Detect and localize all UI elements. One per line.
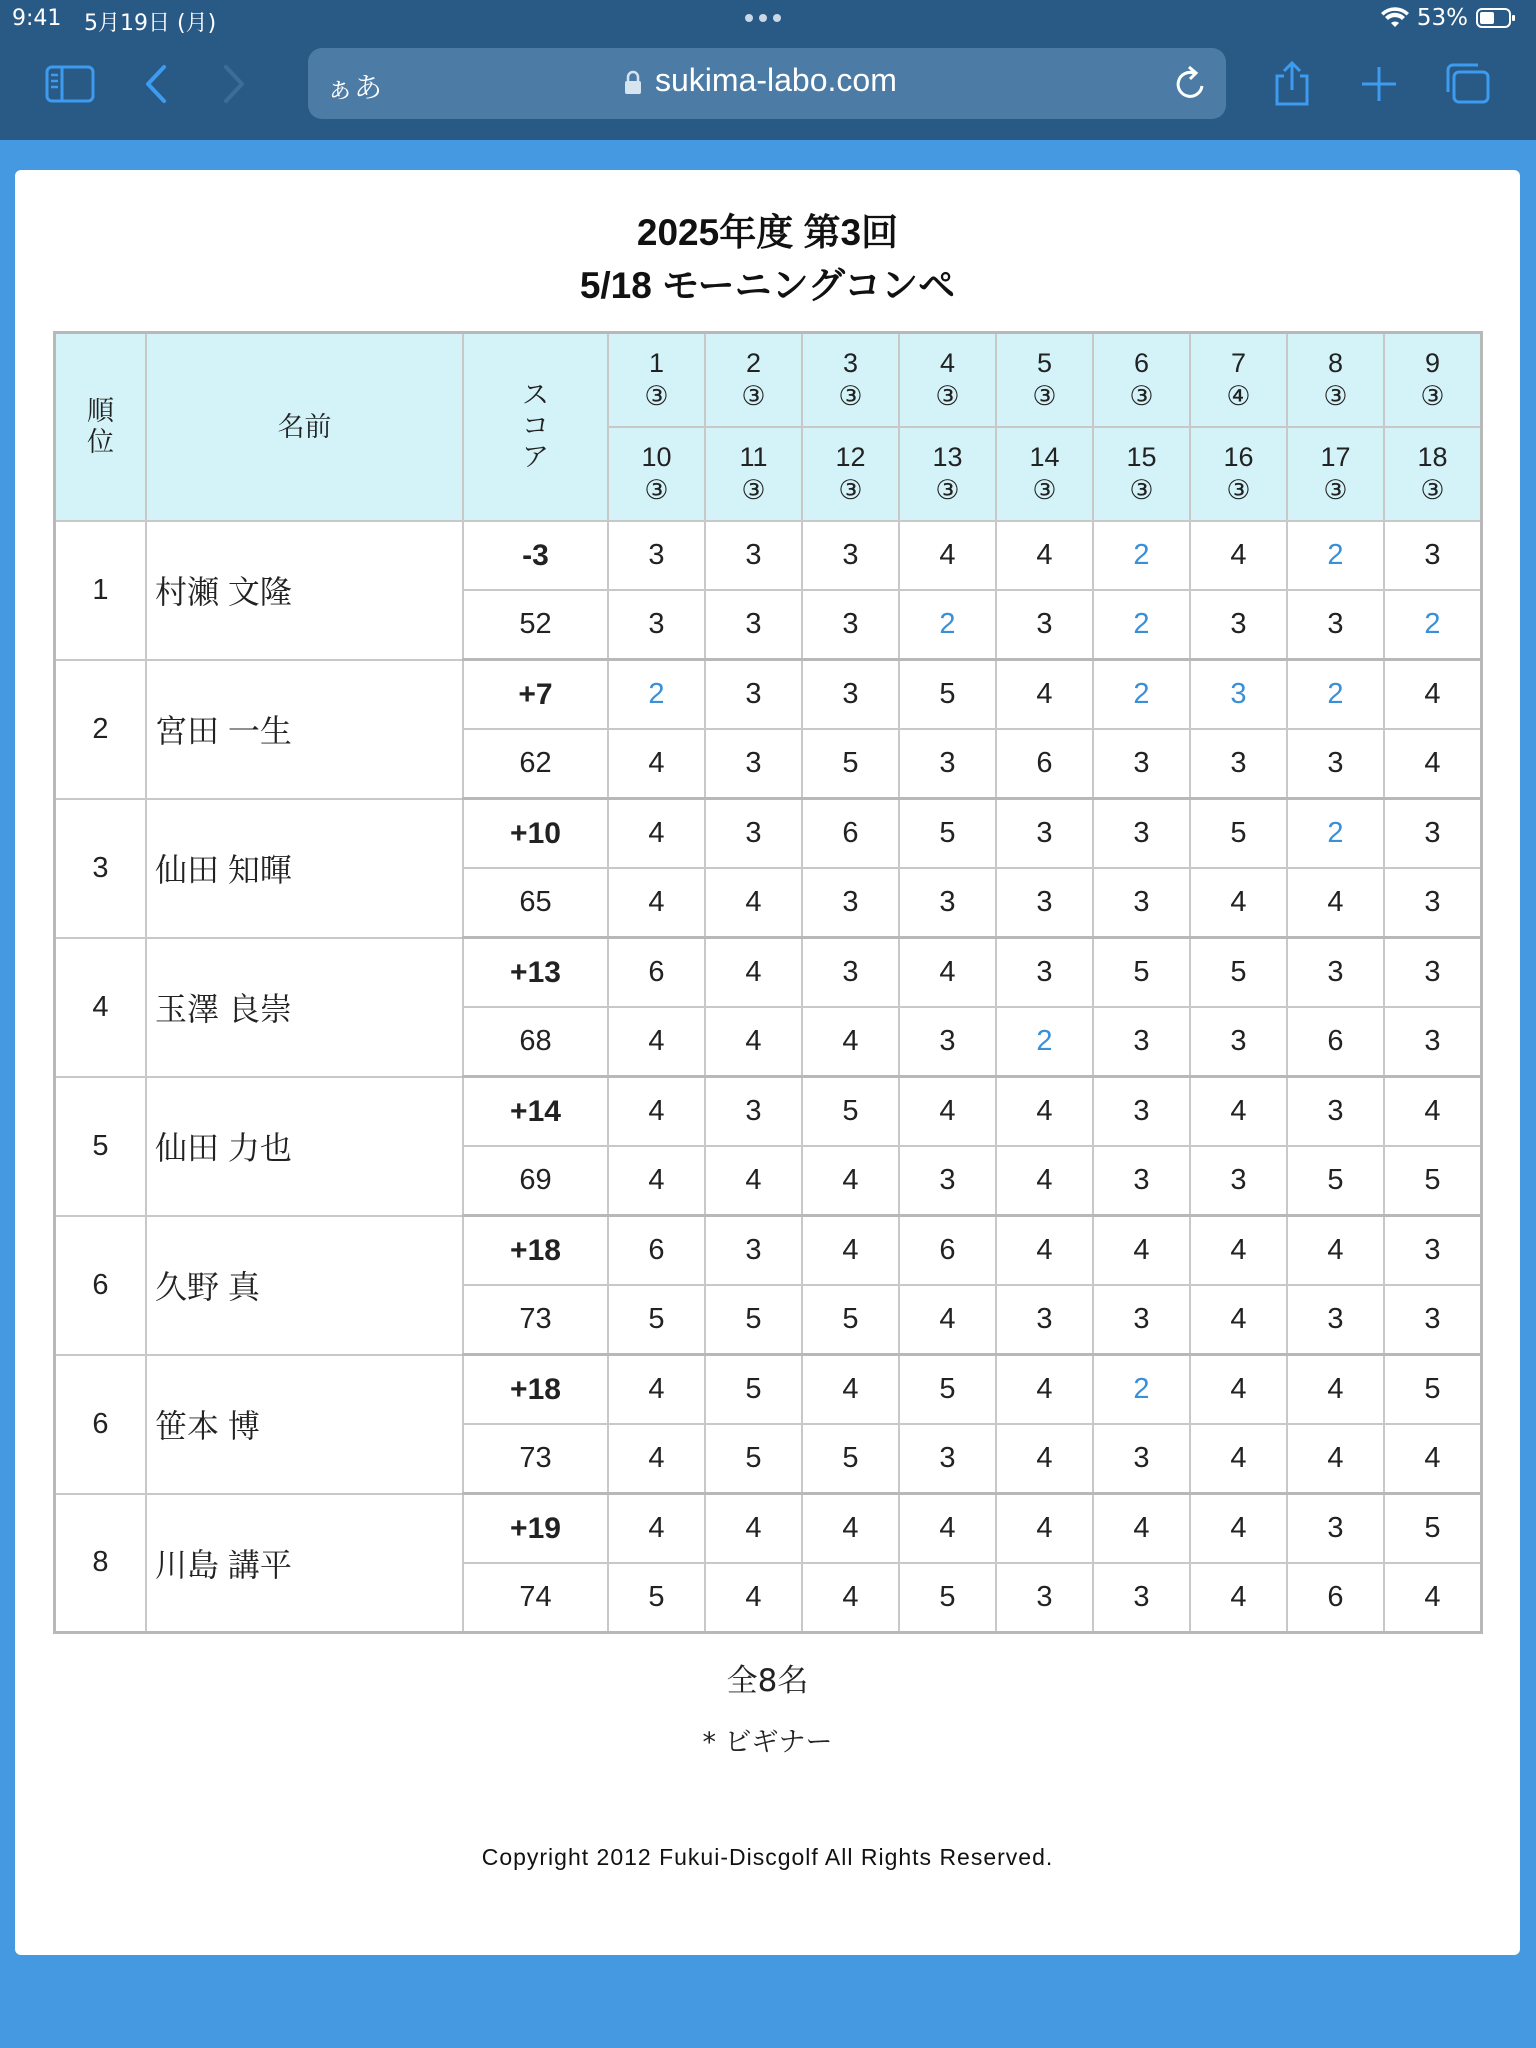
hole-score: 4 (899, 1285, 996, 1355)
to-par-score: -3 (463, 521, 608, 590)
hole-score: 4 (608, 1077, 705, 1147)
hole-score: 3 (1384, 799, 1482, 869)
page-title (15, 206, 1520, 312)
hole-score: 3 (802, 868, 899, 938)
hole-score: 3 (705, 590, 802, 660)
hole-score: 4 (899, 521, 996, 590)
header-hole-8: 8 ③ (1287, 333, 1384, 428)
text-size-button[interactable]: ぁあ (326, 71, 383, 104)
total-strokes: 68 (463, 1007, 608, 1077)
to-par-score: +7 (463, 660, 608, 730)
hole-score: 3 (1384, 1216, 1482, 1286)
lock-icon (623, 70, 643, 100)
to-par-score: +19 (463, 1494, 608, 1564)
hole-score: 5 (899, 799, 996, 869)
hole-score: 3 (1093, 868, 1190, 938)
hole-score: 4 (608, 1494, 705, 1564)
header-hole-14: 14 ③ (996, 427, 1093, 521)
hole-score: 3 (1384, 868, 1482, 938)
hole-score: 4 (996, 660, 1093, 730)
player-rank: 2 (55, 660, 147, 799)
hole-score: 4 (608, 1146, 705, 1216)
total-strokes: 69 (463, 1146, 608, 1216)
hole-score: 5 (899, 1355, 996, 1425)
hole-score: 4 (802, 1146, 899, 1216)
hole-score: 3 (1384, 521, 1482, 590)
hole-score: 4 (802, 1216, 899, 1286)
hole-score: 3 (1287, 1077, 1384, 1147)
to-par-score: +13 (463, 938, 608, 1008)
header-hole-17: 17 ③ (1287, 427, 1384, 521)
total-strokes: 52 (463, 590, 608, 660)
hole-score: 3 (1093, 729, 1190, 799)
header-hole-5: 5 ③ (996, 333, 1093, 428)
hole-score: 3 (1384, 1285, 1482, 1355)
hole-score: 5 (802, 729, 899, 799)
hole-score: 3 (1190, 660, 1287, 730)
hole-score: 4 (996, 521, 1093, 590)
hole-score: 4 (802, 1563, 899, 1633)
hole-score: 3 (1093, 1563, 1190, 1633)
player-name: 村瀬 文隆 (146, 521, 463, 660)
sidebar-icon[interactable] (42, 56, 98, 112)
hole-score: 4 (1190, 1216, 1287, 1286)
hole-score: 3 (1287, 1494, 1384, 1564)
hole-score: 4 (705, 1494, 802, 1564)
address-bar[interactable] (308, 48, 1226, 119)
hole-score: 4 (802, 1007, 899, 1077)
player-rank: 4 (55, 938, 147, 1077)
hole-score: 3 (1287, 1285, 1384, 1355)
hole-score: 5 (802, 1077, 899, 1147)
header-hole-4: 4 ③ (899, 333, 996, 428)
hole-score: 3 (1093, 1285, 1190, 1355)
hole-score: 4 (1190, 521, 1287, 590)
battery-icon (1476, 7, 1516, 29)
hole-score: 4 (996, 1424, 1093, 1494)
hole-score: 5 (802, 1285, 899, 1355)
hole-score: 5 (608, 1563, 705, 1633)
to-par-score: +18 (463, 1355, 608, 1425)
hole-score: 4 (1093, 1216, 1190, 1286)
player-name: 笹本 博 (146, 1355, 463, 1494)
hole-score: 2 (1287, 799, 1384, 869)
header-hole-3: 3 ③ (802, 333, 899, 428)
hole-score: 4 (1190, 1285, 1287, 1355)
player-count: 全8名 (726, 1663, 809, 1699)
hole-score: 3 (802, 660, 899, 730)
hole-score: 4 (996, 1494, 1093, 1564)
hole-score: 3 (608, 521, 705, 590)
hole-score: 4 (996, 1146, 1093, 1216)
hole-score: 5 (1384, 1355, 1482, 1425)
hole-score: 4 (1384, 1563, 1482, 1633)
hole-score: 3 (705, 1077, 802, 1147)
player-rank: 6 (55, 1355, 147, 1494)
table-row (55, 1216, 1482, 1286)
hole-score: 4 (608, 1355, 705, 1425)
total-strokes: 62 (463, 729, 608, 799)
hole-score: 5 (705, 1355, 802, 1425)
player-name: 仙田 知暉 (146, 799, 463, 938)
hole-score: 3 (996, 1285, 1093, 1355)
hole-score: 4 (1384, 1424, 1482, 1494)
hole-score: 3 (1384, 1007, 1482, 1077)
header-hole-16: 16 ③ (1190, 427, 1287, 521)
hole-score: 4 (1384, 729, 1482, 799)
hole-score: 4 (1287, 1355, 1384, 1425)
header-rank: 順位 (55, 333, 147, 522)
hole-score: 5 (705, 1285, 802, 1355)
hole-score: 4 (802, 1355, 899, 1425)
hole-score: 4 (899, 1494, 996, 1564)
hole-score: 3 (705, 1216, 802, 1286)
hole-score: 3 (996, 799, 1093, 869)
hole-score: 4 (996, 1077, 1093, 1147)
table-row (55, 938, 1482, 1008)
hole-score: 3 (802, 938, 899, 1008)
hole-score: 3 (1190, 590, 1287, 660)
hole-score: 3 (899, 729, 996, 799)
hole-score: 3 (608, 590, 705, 660)
player-name: 仙田 力也 (146, 1077, 463, 1216)
hole-score: 6 (802, 799, 899, 869)
hole-score: 2 (1384, 590, 1482, 660)
player-rank: 6 (55, 1216, 147, 1355)
hole-score: 6 (996, 729, 1093, 799)
header-hole-9: 9 ③ (1384, 333, 1482, 428)
hole-score: 6 (1287, 1563, 1384, 1633)
header-hole-1: 1 ③ (608, 333, 705, 428)
hole-score: 4 (1384, 1077, 1482, 1147)
new-tab-icon[interactable] (1351, 56, 1407, 112)
hole-score: 5 (1384, 1494, 1482, 1564)
hole-score: 3 (705, 521, 802, 590)
status-date: 5月19日 (月) (84, 11, 217, 36)
header-hole-13: 13 ③ (899, 427, 996, 521)
table-row (55, 1494, 1482, 1564)
multitasking-dots-icon[interactable] (745, 14, 781, 22)
header-name: 名前 (146, 333, 463, 522)
hole-score: 3 (996, 590, 1093, 660)
hole-score: 2 (996, 1007, 1093, 1077)
to-par-score: +18 (463, 1216, 608, 1286)
hole-score: 2 (1093, 660, 1190, 730)
beginner-note: * ビギナー (702, 1727, 833, 1758)
hole-score: 2 (608, 660, 705, 730)
hole-score: 3 (899, 1146, 996, 1216)
total-strokes: 73 (463, 1424, 608, 1494)
hole-score: 5 (802, 1424, 899, 1494)
header-hole-15: 15 ③ (1093, 427, 1190, 521)
hole-score: 3 (1093, 799, 1190, 869)
hole-score: 6 (608, 938, 705, 1008)
table-row (55, 1355, 1482, 1425)
hole-score: 6 (608, 1216, 705, 1286)
hole-score: 4 (1093, 1494, 1190, 1564)
hole-score: 5 (1287, 1146, 1384, 1216)
score-table (53, 331, 1483, 1634)
hole-score: 4 (899, 1077, 996, 1147)
hole-score: 6 (1287, 1007, 1384, 1077)
share-icon[interactable] (1264, 56, 1320, 112)
hole-score: 3 (899, 1007, 996, 1077)
hole-score: 4 (608, 1424, 705, 1494)
hole-score: 5 (899, 660, 996, 730)
status-right (1381, 5, 1516, 31)
player-rank: 3 (55, 799, 147, 938)
hole-score: 2 (1093, 590, 1190, 660)
player-rank: 5 (55, 1077, 147, 1216)
hole-score: 5 (1190, 799, 1287, 869)
header-hole-11: 11 ③ (705, 427, 802, 521)
hole-score: 4 (1287, 1216, 1384, 1286)
hole-score: 4 (705, 1563, 802, 1633)
hole-score: 3 (1190, 729, 1287, 799)
header-hole-2: 2 ③ (705, 333, 802, 428)
tabs-overview-icon[interactable] (1440, 56, 1496, 112)
hole-score: 4 (1384, 660, 1482, 730)
hole-score: 3 (996, 1563, 1093, 1633)
hole-score: 6 (899, 1216, 996, 1286)
header-hole-10: 10 ③ (608, 427, 705, 521)
hole-score: 3 (1093, 1146, 1190, 1216)
hole-score: 5 (608, 1285, 705, 1355)
hole-score: 3 (705, 729, 802, 799)
hole-score: 3 (899, 868, 996, 938)
header-hole-7: 7 ④ (1190, 333, 1287, 428)
hole-score: 4 (705, 868, 802, 938)
reload-icon[interactable] (1172, 64, 1208, 106)
hole-score: 4 (608, 799, 705, 869)
player-name: 宮田 一生 (146, 660, 463, 799)
player-rank: 8 (55, 1494, 147, 1633)
hole-score: 5 (1093, 938, 1190, 1008)
hole-score: 3 (1287, 938, 1384, 1008)
content-card (15, 170, 1520, 1955)
hole-score: 4 (802, 1494, 899, 1564)
hole-score: 2 (1093, 521, 1190, 590)
hole-score: 4 (899, 938, 996, 1008)
table-row (55, 1077, 1482, 1147)
battery-percent: 53% (1416, 5, 1468, 31)
header-row-out (55, 333, 1482, 428)
table-row (55, 799, 1482, 869)
wifi-icon (1381, 7, 1409, 29)
hole-score: 2 (1287, 660, 1384, 730)
hole-score: 3 (1093, 1077, 1190, 1147)
hole-score: 3 (802, 590, 899, 660)
hole-score: 3 (1287, 590, 1384, 660)
title-line-2: 5/18 モーニングコンペ (579, 265, 956, 306)
hole-score: 2 (899, 590, 996, 660)
hole-score: 4 (1190, 1563, 1287, 1633)
hole-score: 4 (1190, 1494, 1287, 1564)
status-time: 9:41 (12, 6, 62, 31)
hole-score: 5 (899, 1563, 996, 1633)
header-hole-12: 12 ③ (802, 427, 899, 521)
hole-score: 3 (996, 938, 1093, 1008)
hole-score: 4 (1190, 1424, 1287, 1494)
hole-score: 4 (996, 1355, 1093, 1425)
hole-score: 3 (1093, 1424, 1190, 1494)
hole-score: 4 (705, 1007, 802, 1077)
hole-score: 3 (1190, 1146, 1287, 1216)
hole-score: 5 (1190, 938, 1287, 1008)
hole-score: 3 (899, 1424, 996, 1494)
total-strokes: 73 (463, 1285, 608, 1355)
total-strokes: 74 (463, 1563, 608, 1633)
hole-score: 4 (705, 938, 802, 1008)
hole-score: 3 (1190, 1007, 1287, 1077)
hole-score: 5 (705, 1424, 802, 1494)
table-row (55, 660, 1482, 730)
player-name: 川島 講平 (146, 1494, 463, 1633)
hole-score: 2 (1287, 521, 1384, 590)
browser-toolbar (0, 0, 1536, 140)
forward-icon[interactable] (206, 56, 262, 112)
table-row (55, 521, 1482, 590)
hole-score: 3 (1287, 729, 1384, 799)
player-name: 玉澤 良崇 (146, 938, 463, 1077)
hole-score: 4 (705, 1146, 802, 1216)
title-line-1: 2025年度 第3回 (636, 212, 899, 253)
hole-score: 4 (608, 1007, 705, 1077)
to-par-score: +10 (463, 799, 608, 869)
hole-score: 3 (996, 868, 1093, 938)
hole-score: 5 (1384, 1146, 1482, 1216)
hole-score: 4 (608, 729, 705, 799)
hole-score: 3 (1093, 1007, 1190, 1077)
header-hole-18: 18 ③ (1384, 427, 1482, 521)
hole-score: 4 (608, 868, 705, 938)
url-text[interactable]: sukima-labo.com (655, 62, 897, 98)
to-par-score: +14 (463, 1077, 608, 1147)
hole-score: 3 (1384, 938, 1482, 1008)
hole-score: 2 (1093, 1355, 1190, 1425)
hole-score: 3 (705, 799, 802, 869)
hole-score: 4 (1190, 868, 1287, 938)
header-hole-6: 6 ③ (1093, 333, 1190, 428)
player-rank: 1 (55, 521, 147, 660)
hole-score: 4 (1190, 1077, 1287, 1147)
hole-score: 4 (1287, 1424, 1384, 1494)
hole-score: 4 (1287, 868, 1384, 938)
hole-score: 3 (802, 521, 899, 590)
copyright: Copyright 2012 Fukui-Discgolf All Rights Reserved. (481, 1844, 1054, 1870)
hole-score: 4 (996, 1216, 1093, 1286)
hole-score: 4 (1190, 1355, 1287, 1425)
total-strokes: 65 (463, 868, 608, 938)
player-name: 久野 真 (146, 1216, 463, 1355)
back-icon[interactable] (128, 56, 184, 112)
header-score: スコア (463, 333, 608, 522)
hole-score: 3 (705, 660, 802, 730)
